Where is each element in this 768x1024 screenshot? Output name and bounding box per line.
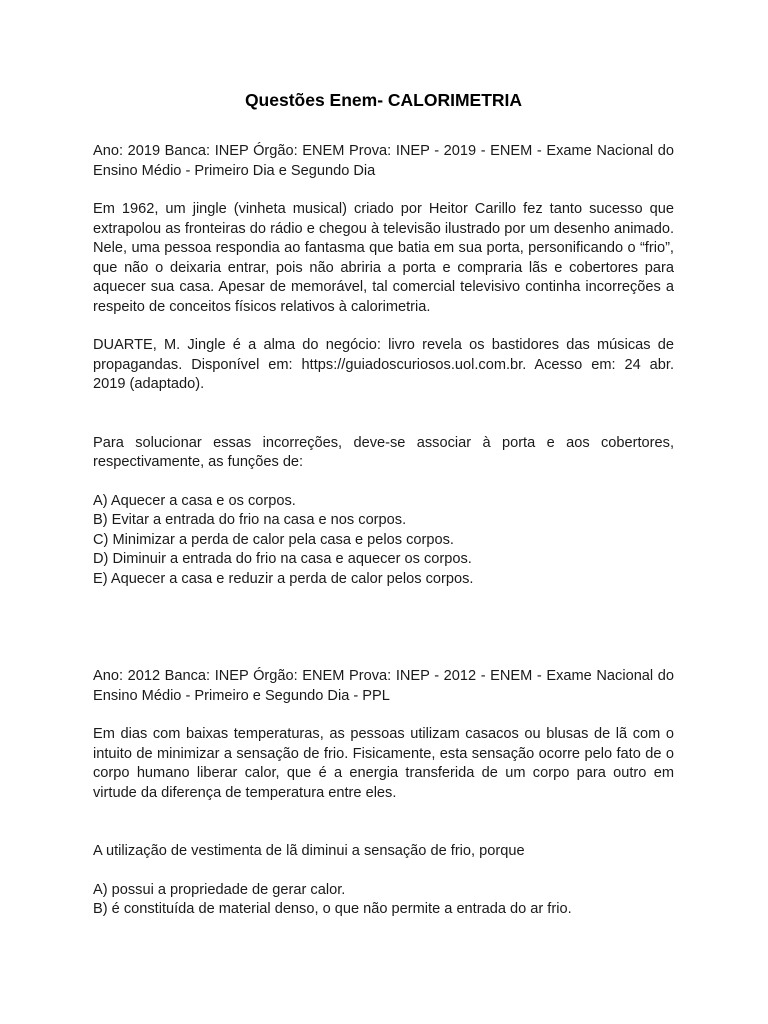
- document-title: Questões Enem- CALORIMETRIA: [244, 90, 523, 110]
- question-1-header: Ano: 2019 Banca: INEP Órgão: ENEM Prova: INEP - 2019 - ENEM - Exame Nacional do Ensino Médio - Primeiro Dia e Segundo Dia: [93, 143, 674, 179]
- question-1: [93, 142, 674, 589]
- question-2-prompt: A utilização de vestimenta de lã diminui a sensação de frio, porque: [93, 843, 525, 859]
- option-b: B) Evitar a entrada do frio na casa e nos corpos.: [93, 512, 407, 528]
- question-2-options: [93, 881, 674, 920]
- question-2-header: Ano: 2012 Banca: INEP Órgão: ENEM Prova: INEP - 2012 - ENEM - Exame Nacional do Ensino Médio - Primeiro e Segundo Dia - PPL: [93, 668, 674, 704]
- question-1-source: DUARTE, M. Jingle é a alma do negócio: livro revela os bastidores das músicas de propagandas. Disponível em: https://guiadoscuriosos.uol.com.br. Acesso em: 24 abr. 2019 (adaptado).: [93, 337, 674, 392]
- question-2: [93, 667, 674, 920]
- document-content: [93, 88, 674, 920]
- question-1-text: Em 1962, um jingle (vinheta musical) criado por Heitor Carillo fez tanto sucesso que extrapolou as fronteiras do rádio e chegou à televisão ilustrado por um desenho animado. Nele, uma pessoa respondia ao fantasma que batia em sua porta, personificando o “frio”, que não o deixaria entrar, pois não abriria a porta e compraria lãs e cobertores para aquecer sua casa. Apesar de memorável, tal comercial televisivo continha incorreções a respeito de conceitos físicos relativos à calorimetria.: [93, 201, 674, 315]
- option-e: E) Aquecer a casa e reduzir a perda de calor pelos corpos.: [93, 570, 474, 587]
- option-c: C) Minimizar a perda de calor pela casa e pelos corpos.: [93, 531, 454, 548]
- option-b: B) é constituída de material denso, o que não permite a entrada do ar frio.: [93, 901, 572, 917]
- option-a: A) possui a propriedade de gerar calor.: [93, 881, 346, 898]
- option-d: D) Diminuir a entrada do frio na casa e aquecer os corpos.: [93, 551, 472, 567]
- question-2-text: Em dias com baixas temperaturas, as pessoas utilizam casacos ou blusas de lã com o intuito de minimizar a sensação de frio. Fisicamente, esta sensação ocorre pelo fato de o corpo humano liberar calor, que é a energia transferida de um corpo para outro em virtude da diferença de temperatura entre eles.: [93, 726, 674, 801]
- question-1-options: [93, 492, 674, 590]
- question-1-prompt: Para solucionar essas incorreções, deve-se associar à porta e aos cobertores, respectivamente, as funções de:: [93, 434, 674, 470]
- option-a: A) Aquecer a casa e os corpos.: [93, 492, 296, 509]
